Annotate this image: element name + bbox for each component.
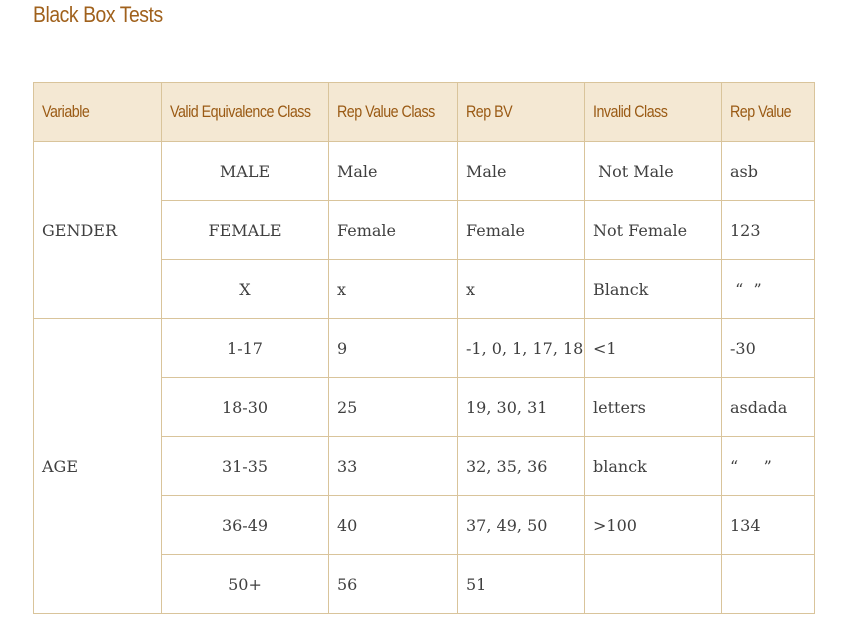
rep-bv-cell: Female	[458, 201, 585, 260]
valid-class-cell: 36-49	[162, 496, 329, 555]
rep-value-cell: 134	[722, 496, 815, 555]
rep-value-cell: “ ”	[722, 437, 815, 496]
rep-bv-cell: 32, 35, 36	[458, 437, 585, 496]
rep-value-cell: asdada	[722, 378, 815, 437]
table-header-row	[34, 83, 815, 142]
rep-value-class-cell: 56	[329, 555, 458, 614]
variable-cell: GENDER	[34, 142, 162, 319]
column-header: Invalid Class	[585, 83, 722, 142]
black-box-tests-table	[33, 82, 815, 614]
invalid-class-cell	[585, 555, 722, 614]
table-row	[34, 319, 815, 378]
rep-value-cell: -30	[722, 319, 815, 378]
valid-class-cell: 31-35	[162, 437, 329, 496]
rep-value-class-cell: 25	[329, 378, 458, 437]
variable-cell: AGE	[34, 319, 162, 614]
rep-value-class-cell: x	[329, 260, 458, 319]
valid-class-cell: 1-17	[162, 319, 329, 378]
rep-value-cell: 123	[722, 201, 815, 260]
rep-value-class-cell: 40	[329, 496, 458, 555]
rep-value-cell: “ ”	[722, 260, 815, 319]
valid-class-cell: 18-30	[162, 378, 329, 437]
invalid-class-cell: Not Male	[585, 142, 722, 201]
valid-class-cell: 50+	[162, 555, 329, 614]
rep-value-cell: asb	[722, 142, 815, 201]
column-header: Rep Value	[722, 83, 815, 142]
column-header: Variable	[34, 83, 162, 142]
table-row	[34, 142, 815, 201]
rep-value-class-cell: 9	[329, 319, 458, 378]
invalid-class-cell: Not Female	[585, 201, 722, 260]
invalid-class-cell: >100	[585, 496, 722, 555]
page-title: Black Box Tests	[33, 2, 163, 27]
valid-class-cell: MALE	[162, 142, 329, 201]
column-header: Rep BV	[458, 83, 585, 142]
rep-value-class-cell: Female	[329, 201, 458, 260]
column-header: Rep Value Class	[329, 83, 458, 142]
rep-bv-cell: 19, 30, 31	[458, 378, 585, 437]
invalid-class-cell: letters	[585, 378, 722, 437]
rep-value-class-cell: Male	[329, 142, 458, 201]
invalid-class-cell: Blanck	[585, 260, 722, 319]
rep-bv-cell: x	[458, 260, 585, 319]
rep-value-class-cell: 33	[329, 437, 458, 496]
valid-class-cell: X	[162, 260, 329, 319]
rep-bv-cell: 37, 49, 50	[458, 496, 585, 555]
rep-bv-cell: Male	[458, 142, 585, 201]
invalid-class-cell: blanck	[585, 437, 722, 496]
invalid-class-cell: <1	[585, 319, 722, 378]
column-header: Valid Equivalence Class	[162, 83, 329, 142]
rep-bv-cell: 51	[458, 555, 585, 614]
rep-bv-cell: -1, 0, 1, 17, 18	[458, 319, 585, 378]
valid-class-cell: FEMALE	[162, 201, 329, 260]
rep-value-cell	[722, 555, 815, 614]
